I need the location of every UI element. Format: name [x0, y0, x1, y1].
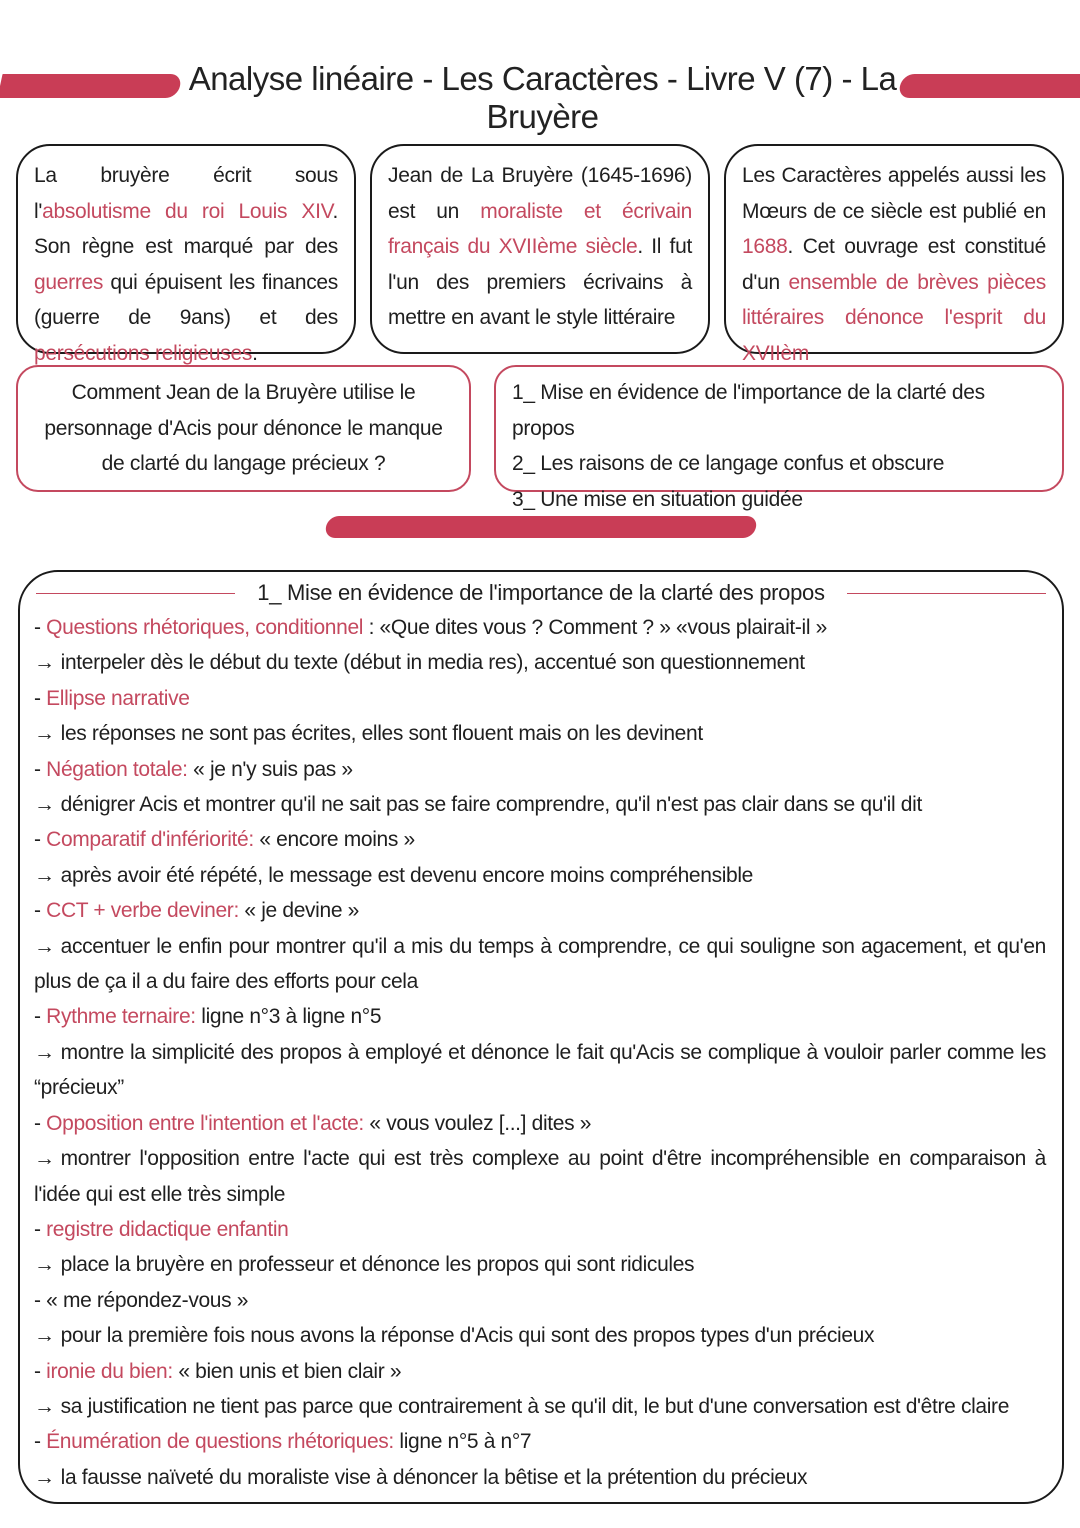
quote: : «Que dites vous ? Comment ? » «vous plairait-il » — [363, 616, 827, 639]
analysis-item — [34, 1283, 1046, 1318]
work-box — [724, 144, 1064, 365]
plan-item: 1_ Mise en évidence de l'importance de la clarté des propos — [512, 381, 985, 440]
arrow-icon: → — [34, 793, 55, 817]
quote: ligne n°5 à n°7 — [393, 1430, 532, 1454]
bullet-dash: - — [34, 899, 47, 923]
figure-of-speech: Négation totale: — [46, 757, 188, 781]
analysis-item — [34, 610, 1046, 645]
bullet-dash: - — [34, 1430, 47, 1454]
explanation-text: montre la simplicité des propos à employé et dénonce le fait qu'Acis se complique à vouloir parler comme les “précieux” — [34, 1040, 1046, 1100]
section-heading — [36, 576, 1046, 610]
explanation-text: les réponses ne sont pas écrites, elles sont flouent mais on les devinent — [60, 722, 703, 746]
context-highlight: guerres — [34, 270, 104, 294]
heading-rule — [847, 593, 1046, 594]
plan-item: 3_ Une mise en situation guidée — [512, 487, 803, 511]
arrow-icon: → — [34, 1394, 55, 1418]
figure-of-speech: CCT + verbe deviner: — [46, 899, 239, 923]
arrow-icon: → — [34, 1040, 55, 1064]
arrow-icon: → — [34, 1324, 55, 1348]
explanation-text: sa justification ne tient pas parce que contrairement à se qu'il dit, le but d'une conversation est d'être claire — [60, 1394, 1010, 1418]
analysis-explanation — [34, 858, 1046, 893]
section-title: 1_ Mise en évidence de l'importance de la clarté des propos — [257, 580, 825, 605]
heading-rule — [36, 593, 235, 594]
figure-of-speech: registre didactique enfantin — [46, 1217, 289, 1241]
work-text: Les Caractères appelés aussi les Mœurs de ce siècle est publié en — [742, 164, 1046, 223]
figure-of-speech: Comparatif d'infériorité: — [46, 828, 254, 852]
arrow-icon: → — [34, 651, 55, 675]
bullet-dash: - — [34, 686, 47, 710]
bullet-dash: - — [34, 828, 47, 852]
analysis-list — [34, 610, 1046, 1495]
explanation-text: accentuer le enfin pour montrer qu'il a mis du temps à comprendre, ce qui souligne son agacement, et qu'en plus de ça il a du faire des efforts pour cela — [34, 934, 1046, 994]
analysis-explanation — [34, 929, 1046, 1000]
quote: ligne n°3 à ligne n°5 — [195, 1005, 382, 1029]
context-text: La bruyère écrit sous l' — [34, 164, 338, 223]
author-text: . Il fut l'un des premiers écrivains à mettre en avant le style littéraire — [388, 235, 692, 329]
quote: « je n'y suis pas » — [187, 757, 353, 781]
context-text: . — [252, 341, 258, 365]
page-title: Analyse linéaire - Les Caractères - Livre V (7) - La Bruyère — [188, 60, 897, 135]
plan-box — [494, 365, 1064, 511]
explanation-text: place la bruyère en professeur et dénonce les propos qui sont ridicules — [60, 1253, 695, 1277]
analysis-explanation — [34, 1247, 1046, 1282]
bullet-dash: - — [34, 1288, 47, 1312]
analysis-item — [34, 1354, 1046, 1389]
author-text: Jean de La Bruyère (1645-1696) est un — [388, 164, 692, 223]
figure-of-speech: Ellipse narrative — [46, 686, 190, 710]
header-decoration-left — [0, 74, 183, 98]
arrow-icon: → — [34, 1253, 55, 1277]
quote: « bien unis et bien clair » — [172, 1359, 402, 1383]
work-text: . Cet ouvrage est constitué d'un — [742, 235, 1046, 294]
explanation-text: dénigrer Acis et montrer qu'il ne sait pas se faire comprendre, qu'il n'est pas clair dans se qu'il dit — [60, 793, 922, 817]
work-highlight: ensemble de brèves pièces littéraires dénonce l'esprit du XVIIèm — [742, 270, 1046, 365]
header-decoration-right — [897, 74, 1080, 98]
explanation-text: pour la première fois nous avons la réponse d'Acis qui sont des propos types d'un précieux — [60, 1324, 875, 1348]
analysis-explanation — [34, 1318, 1046, 1353]
analysis-item — [34, 752, 1046, 787]
problematique-text: Comment Jean de la Bruyère utilise le personnage d'Acis pour dénonce le manque de clarté du langage précieux ? — [44, 381, 443, 475]
analysis-explanation — [34, 645, 1046, 680]
analysis-item — [34, 1424, 1046, 1459]
quote: « encore moins » — [253, 828, 415, 852]
explanation-text: la fausse naïveté du moraliste vise à dénoncer la bêtise et la prétention du précieux — [60, 1465, 808, 1489]
arrow-icon: → — [34, 722, 55, 746]
plan-item: 2_ Les raisons de ce langage confus et obscure — [512, 452, 945, 475]
work-highlight: 1688 — [742, 235, 788, 258]
analysis-explanation — [34, 1035, 1046, 1106]
analysis-item — [34, 822, 1046, 857]
problematique-box — [16, 365, 471, 492]
bullet-dash: - — [34, 1359, 47, 1383]
analysis-item — [34, 999, 1046, 1034]
quote: « je devine » — [238, 899, 359, 923]
context-highlight: absolutisme du roi Louis XIV — [42, 199, 333, 223]
arrow-icon: → — [34, 934, 55, 958]
bullet-dash: - — [34, 1005, 47, 1029]
explanation-text: après avoir été répété, le message est devenu encore moins compréhensible — [60, 863, 754, 887]
figure-of-speech: ironie du bien: — [46, 1359, 173, 1383]
context-box — [16, 144, 356, 365]
figure-of-speech: Questions rhétoriques, conditionnel — [46, 616, 364, 639]
analysis-explanation — [34, 716, 1046, 751]
context-highlight: persécutions religieuses — [34, 341, 253, 365]
author-highlight: moraliste et écrivain français du XVIIème siècle — [388, 199, 692, 258]
figure-of-speech: Énumération de questions rhétoriques: — [46, 1430, 394, 1454]
bullet-dash: - — [34, 1217, 47, 1241]
arrow-icon: → — [34, 1147, 55, 1171]
analysis-item — [34, 1106, 1046, 1141]
quote: « vous voulez [...] dites » — [363, 1111, 592, 1135]
analysis-item — [34, 1212, 1046, 1247]
figure-of-speech: Opposition entre l'intention et l'acte: — [46, 1111, 364, 1135]
context-text: . Son règne est marqué par des — [34, 199, 338, 258]
quote: « me répondez-vous » — [46, 1288, 249, 1312]
arrow-icon: → — [34, 863, 55, 887]
context-text: qui épuisent les finances (guerre de 9ans) et des — [34, 270, 338, 329]
figure-of-speech: Rythme ternaire: — [46, 1005, 196, 1029]
explanation-text: interpeler dès le début du texte (début in media res), accentué son questionnement — [60, 651, 805, 675]
analysis-explanation — [34, 1460, 1046, 1495]
bullet-dash: - — [34, 616, 47, 639]
analysis-explanation — [34, 1389, 1046, 1424]
arrow-icon: → — [34, 1465, 55, 1489]
bullet-dash: - — [34, 757, 47, 781]
analysis-explanation — [34, 787, 1046, 822]
analysis-explanation — [34, 1141, 1046, 1212]
explanation-text: montrer l'opposition entre l'acte qui est très complexe au point d'être incompréhensible en comparaison à l'idée qui est elle très simple — [34, 1147, 1046, 1206]
author-box — [370, 144, 710, 354]
analysis-item — [34, 681, 1046, 716]
section-divider — [324, 516, 758, 538]
analysis-item — [34, 893, 1046, 928]
bullet-dash: - — [34, 1111, 47, 1135]
